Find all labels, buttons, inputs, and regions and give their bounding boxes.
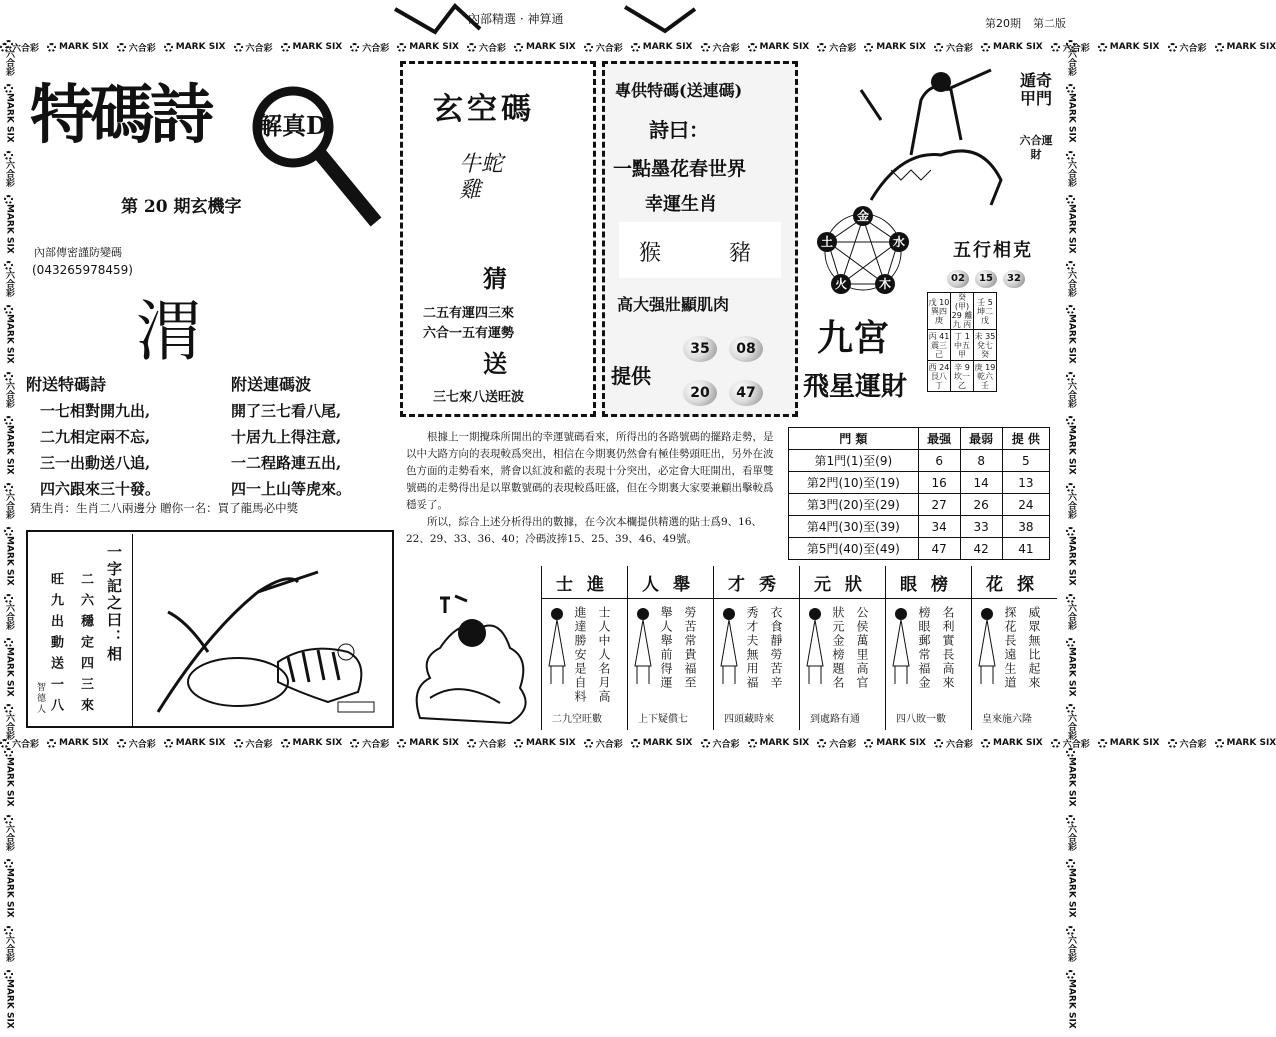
scholar-figure-icon [632,606,654,686]
hint-line-3: 三七來八送旺波 [433,390,525,405]
grid-cell: 未 35 兌七 癸 [974,331,996,359]
table-cell: 38 [1002,516,1049,538]
scholar-figure-icon [718,606,740,686]
nine-palace-grid [927,292,997,392]
number-ball: 08 [729,336,763,362]
category-footer: 四頭藏時來 [724,714,774,725]
riddle-col-2: 旺九出動送一八 [48,572,63,719]
category-verse: 進達勝安是自料 [573,606,587,704]
slogan: 高大强壯顯肌肉 [617,295,730,314]
page-number: 第二版 [1033,17,1066,30]
number-ball: 32 [1003,270,1025,288]
table-cell: 33 [960,516,1002,538]
category-footer: 二九空旺數 [552,714,602,725]
number-ball: 15 [975,270,997,288]
flying-star-title: 飛星運財 [803,372,908,402]
table-row [789,494,1050,516]
five-elements-diagram [813,200,913,300]
number-ball: 35 [683,336,717,362]
category-footer: 到處路有通 [810,714,860,725]
poem1-line: 二九相定兩不忘, [40,428,151,446]
poem2-title: 附送連碼波 [231,375,312,394]
number-ball: 47 [729,380,763,406]
scholar-figure-icon [976,606,998,686]
category-header-rule [541,598,1057,599]
table-cell: 第5門(40)至(49) [789,538,919,560]
scholar-figure-icon [804,606,826,686]
nine-palaces-title: 九宮 [817,317,890,359]
table-row [789,516,1050,538]
zodiac-pig: 豬 [729,241,752,266]
table-header: 最强 [918,428,960,450]
marksix-border-left: 六合彩 MARK SIX 六合彩 MARK SIX 六合彩 MARK SIX 六合彩 MARK SIX 六合彩 MARK SIX 六合彩 MARK SIX 六合彩 MARK SIX 六合彩 MARK SIX 六合彩 MARK SIX [2,40,16,720]
category-verse: 狀元金榜題名 [831,606,845,690]
phone-code: (043265978459) [32,263,133,277]
special-code-poem-title: 特碼詩 [30,78,210,153]
table-cell: 第3門(20)至(29) [789,494,919,516]
table-cell: 5 [1002,450,1049,472]
category-verse: 威眾無比起來 [1027,606,1041,690]
zodiac-monkey: 猴 [639,241,662,266]
number-groups-table [788,427,1050,560]
element-fire: 火 [831,274,851,294]
table-cell: 34 [918,516,960,538]
sage-illustration [400,578,538,728]
category-title: 花探 [986,575,1048,595]
issue-riddle-label: 第 20 期玄機字 [121,197,242,217]
riddle-box [26,530,394,728]
table-row [789,538,1050,560]
category-footer: 四八敗一數 [896,714,946,725]
element-water: 水 [889,232,909,252]
riddle-sign: 智德人 [35,682,45,715]
table-cell: 第2門(10)至(19) [789,472,919,494]
special-code-box [602,61,798,417]
poem1-title: 附送特碼詩 [26,375,107,394]
table-row [789,450,1050,472]
scholar-figure-icon [890,606,912,686]
provide-label: 提供 [611,364,651,388]
table-cell: 16 [918,472,960,494]
qimen-title: 遁奇甲門 [1019,71,1052,108]
table-cell: 8 [960,450,1002,472]
issue-number: 第20期 [985,17,1021,30]
scholar-figure-icon [546,606,568,686]
special-poem: 一點墨花春世界 [613,158,747,180]
table-cell: 27 [918,494,960,516]
poem2-line: 開了三七看八尾, [231,402,342,420]
liuhe-fortune: 六合運財 [1019,134,1053,161]
number-ball: 02 [947,270,969,288]
grid-cell: 壬 5 坤二 戊 [974,293,997,330]
handwritten-hint: 牛蛇 雞 [459,152,504,203]
category-column [971,566,1057,730]
table-cell: 26 [960,494,1002,516]
category-title: 元狀 [814,575,876,595]
table-cell: 24 [1002,494,1049,516]
analysis-paragraph: 根據上一期攪珠所開出的幸運號碼看來，所得出的各路號碼的擺路走勢，是以中大路方向的表現較爲突出，相信在今期裏仍然會有極佳勢頭旺出，另外在波色方面的走勢看來，將會以紅波和藍的表現十分突出，必定會大旺開出，看單雙號碼的走勢得出是以單數號碼的表現較爲旺盛，但在今期裏大家要兼顧出擊較爲穩妥了。 [406,431,774,511]
grid-cell: 丙 41 震三 己 [928,331,950,359]
category-verse: 秀才夫無用福 [745,606,759,690]
five-elements-title: 五行相克 [953,240,1033,261]
poem2-line: 一二程路連五出, [231,454,342,472]
category-column [627,566,713,730]
number-ball: 20 [683,380,717,406]
poem1-line: 三一出動送八追, [40,454,151,472]
grid-cell: 丁 1 中五 甲 [951,330,974,361]
category-title: 士進 [556,575,618,595]
table-cell: 47 [918,538,960,560]
poem2 [231,398,351,502]
special-code-title: 專供特碼(送連碼) [615,81,743,100]
category-verse: 勞苦常貴福至 [683,606,697,690]
fortune-panel [803,60,1058,420]
hint-line-1: 二五有運四三來 [423,306,515,321]
category-verse: 舉人舉前得運 [659,606,673,690]
zodiac-panel [619,222,781,278]
send-label: 送 [483,349,507,378]
category-verse: 名利實長高來 [941,606,955,690]
category-column [799,566,885,730]
lucky-zodiac-label: 幸運生肖 [645,194,717,215]
category-verse: 士人中人名月高 [597,606,611,704]
category-column [541,566,627,730]
poem1-line: 四六跟來三十發。 [40,480,161,498]
table-header: 最弱 [960,428,1002,450]
category-column [713,566,799,730]
riddle-divider [132,534,133,726]
table-header: 提 供 [1002,428,1049,450]
guess-zodiac-line: 猜生肖：生肖二八兩邊分 贈你一名：買了龍馬必中獎 [30,501,299,515]
poem2-line: 十居九上得注意, [231,428,342,446]
header-title: 內部精選 · 神算通 [468,12,564,26]
table-cell: 42 [960,538,1002,560]
poem1 [40,398,160,502]
riddle-title: 一字記之曰：相 [105,544,123,663]
table-cell: 41 [1002,538,1049,560]
grid-cell: 辛 9 坎一 乙 [951,361,974,392]
poem2-line: 四一上山等虎來。 [231,480,352,498]
warrior-on-horse-illustration [851,60,1011,210]
marksix-border-bottom: 六合彩 MARK SIX 六合彩 MARK SIX 六合彩 MARK SIX 六合彩 MARK SIX 六合彩 MARK SIX 六合彩 MARK SIX 六合彩 MARK SIX 六合彩 MARK SIX 六合彩 MARK SIX 六合彩 MARK SIX 六合彩 MARK SIX [0,736,1080,750]
marksix-border-top: 六合彩 MARK SIX 六合彩 MARK SIX 六合彩 MARK SIX 六合彩 MARK SIX 六合彩 MARK SIX 六合彩 MARK SIX 六合彩 MARK SIX 六合彩 MARK SIX 六合彩 MARK SIX 六合彩 MARK SIX 六合彩 MARK SIX [0,40,1080,54]
category-verse: 衣食靜勞苦辛 [769,606,783,690]
category-title: 才秀 [728,575,790,595]
riddle-col-1: 二六穩定四三來 [78,572,93,719]
grid-cell: 庚 19 乾六 壬 [974,362,996,390]
analysis-text [398,423,780,565]
element-balls [947,266,1031,288]
grid-cell: 西 24 艮八 丁 [928,362,950,390]
hint-line-2: 六合一五有運勢 [423,326,515,341]
table-cell: 第1門(1)至(9) [789,450,919,472]
table-cell: 6 [918,450,960,472]
secret-note: 內部傳密謹防變碼 [34,246,122,259]
table-header: 門 類 [789,428,919,450]
analysis-paragraph: 所以，綜合上述分析得出的數據，在今次本欄提供精選的貼士爲9、16、22、29、33、36、40；冷碼波捧15、25、39、46、49號。 [406,516,763,545]
category-verse: 榜眼郵常福金 [917,606,931,690]
category-verse: 探花長遠生道 [1003,606,1017,690]
category-title: 眼榜 [900,575,962,595]
tiger-rock-illustration [148,552,388,722]
category-footer: 上下疑償七 [638,714,688,725]
xuankong-box [400,61,596,417]
category-verse: 公侯萬里高官 [855,606,869,690]
grid-cell: 戊 10 巽四 庚 [928,293,951,330]
poem-panel [26,60,390,525]
element-metal: 金 [853,206,873,226]
grid-cell: 癸(甲) 29 離九 丙 [951,293,973,329]
poem-label: 詩曰： [649,118,709,142]
table-cell: 第4門(30)至(39) [789,516,919,538]
riddle-character: 渭 [136,293,202,370]
category-footer: 皇來施六隆 [982,714,1032,725]
poem1-line: 一七相對開九出, [40,402,151,420]
element-earth: 土 [817,232,837,252]
xuankong-title: 玄空碼 [433,92,535,127]
marksix-border-right: 六合彩 MARK SIX 六合彩 MARK SIX 六合彩 MARK SIX 六合彩 MARK SIX 六合彩 MARK SIX 六合彩 MARK SIX 六合彩 MARK SIX 六合彩 MARK SIX 六合彩 MARK SIX [1064,40,1078,720]
element-wood: 木 [875,274,895,294]
table-cell: 14 [960,472,1002,494]
category-title: 人舉 [642,575,704,595]
category-column [885,566,971,730]
decode-badge: 解真D [258,111,327,140]
guess-label: 猜 [483,264,507,293]
table-row [789,472,1050,494]
table-cell: 13 [1002,472,1049,494]
